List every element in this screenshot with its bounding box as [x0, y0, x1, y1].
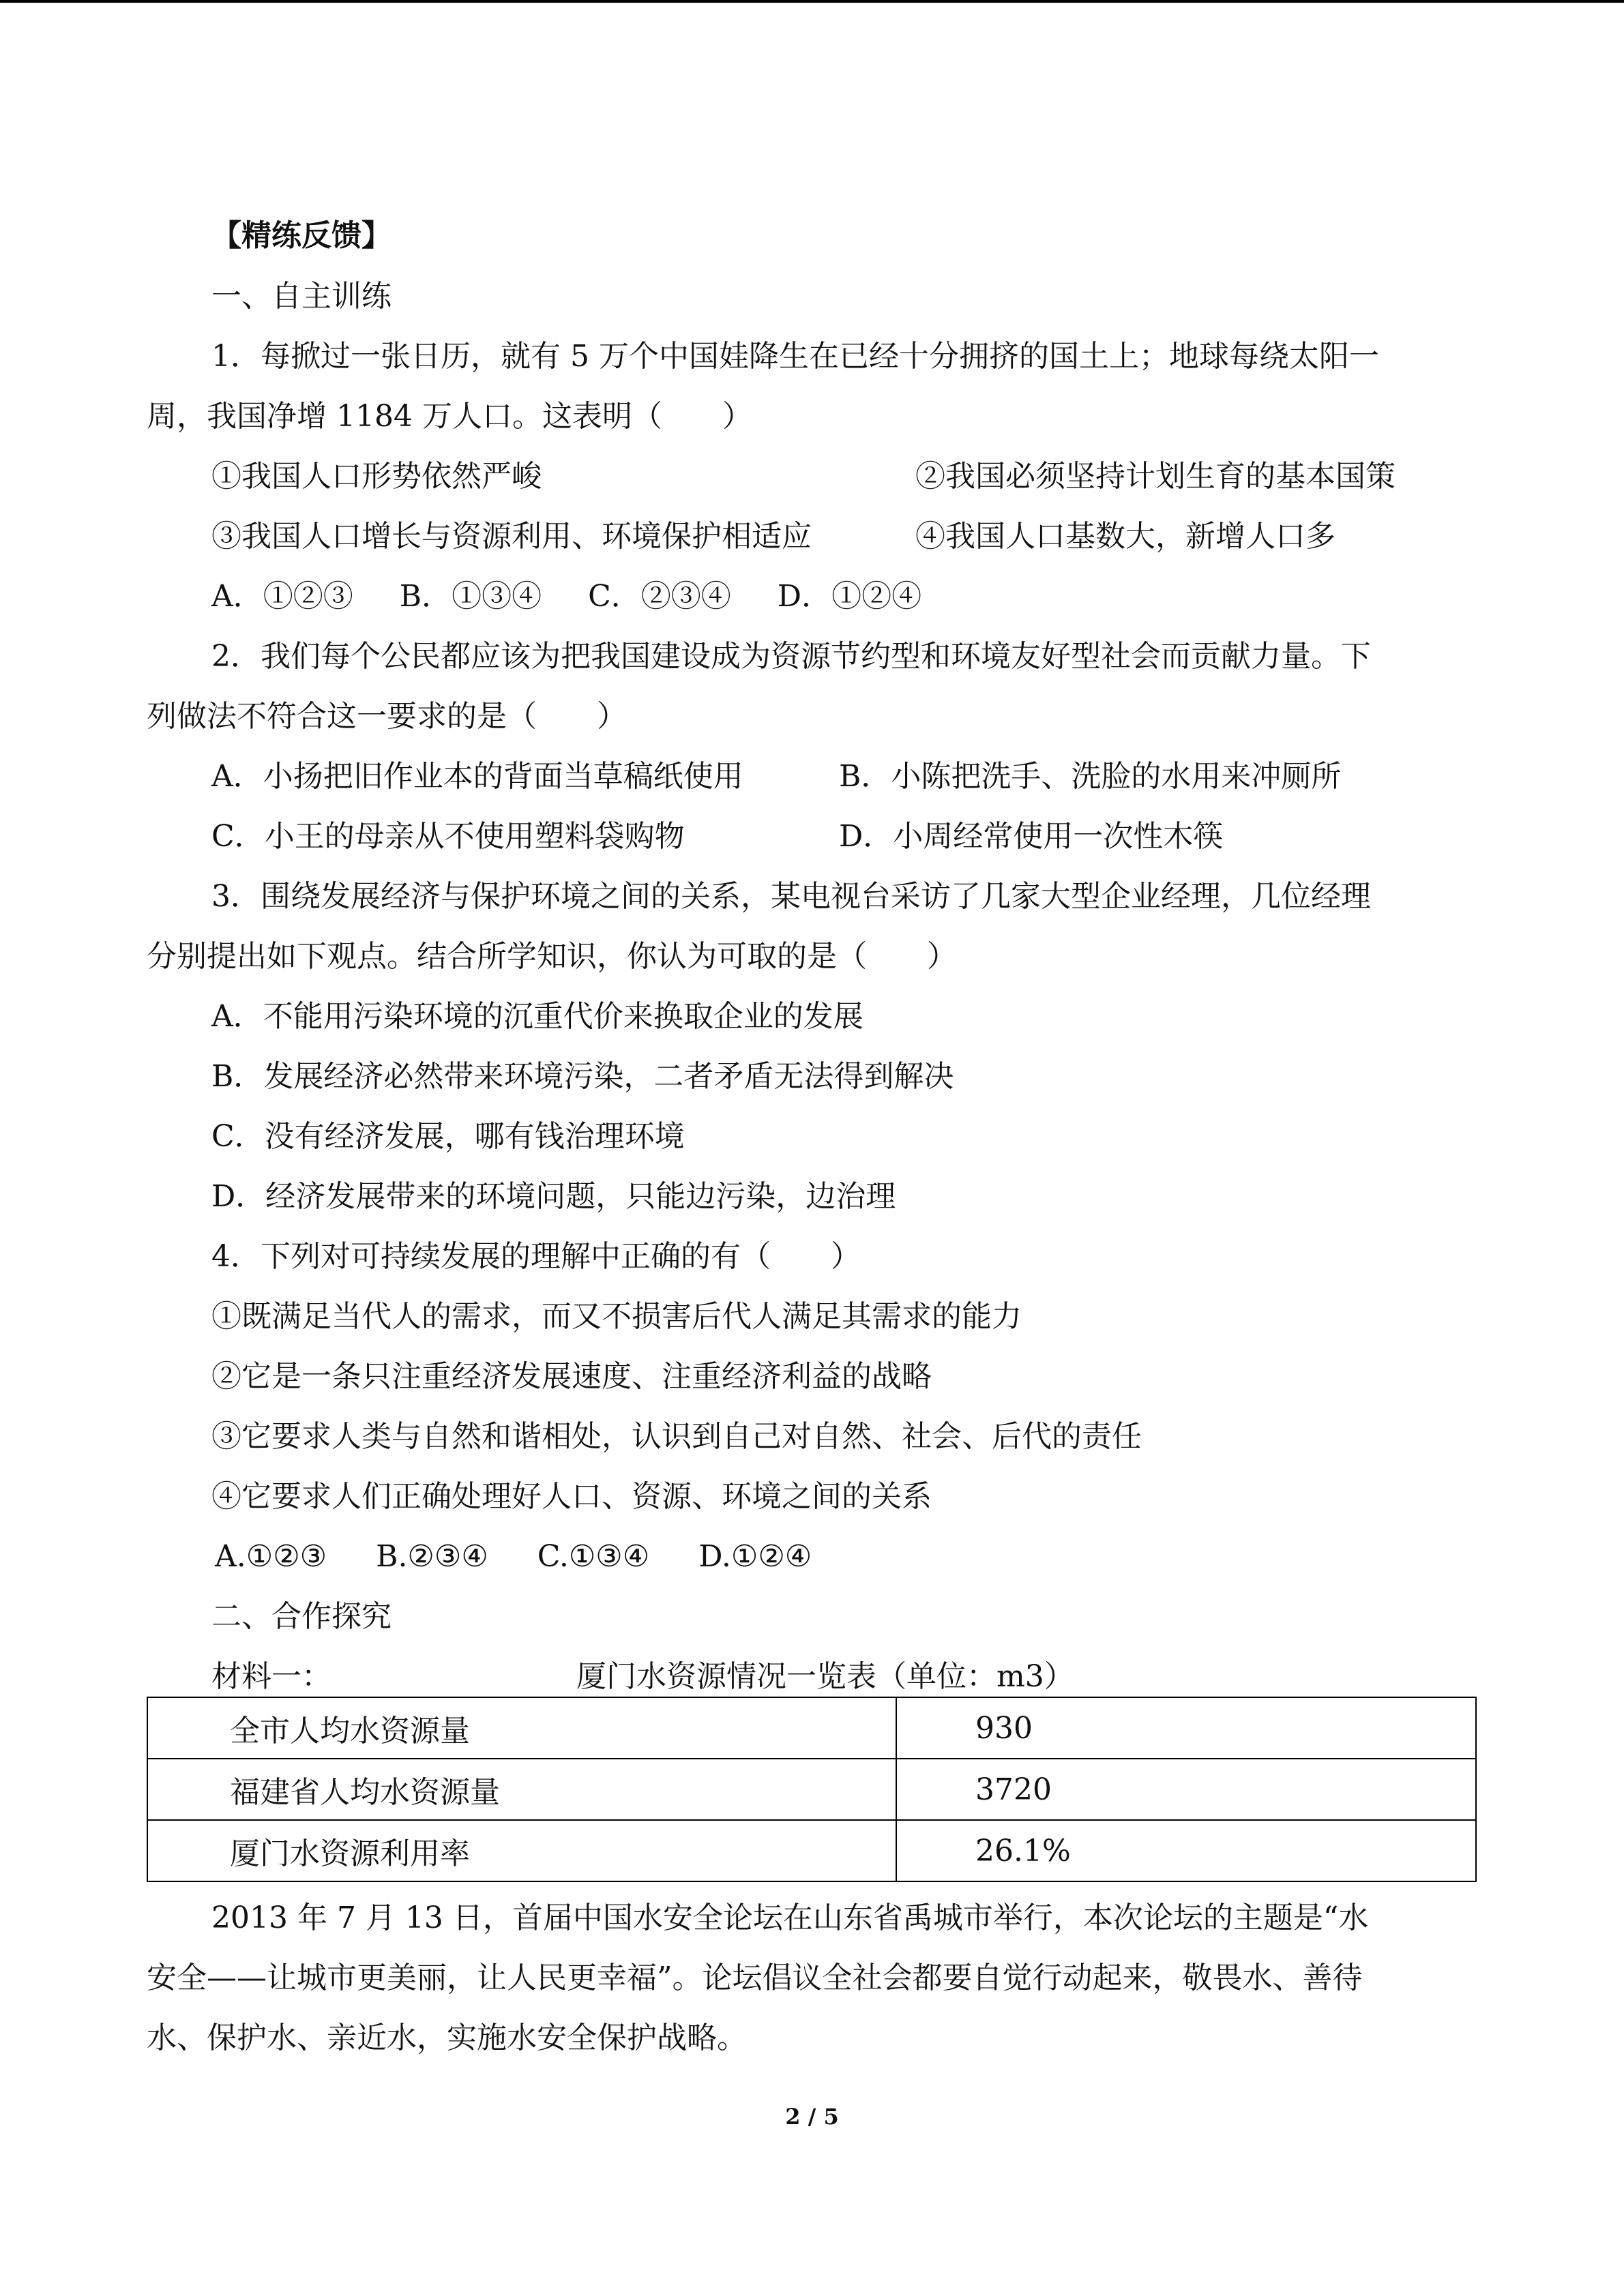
part-one-title: 一、自主训练	[211, 279, 392, 314]
q4-options	[215, 1536, 861, 1577]
page-number: 2 / 5	[785, 2104, 839, 2130]
q1-item-2: ②我国必须坚持计划生育的基本国策	[915, 459, 1396, 494]
q1-stem-line2: 周，我国净增 1184 万人口。这表明（ ）	[147, 399, 752, 434]
q3-stem-line1: 3．围绕发展经济与保护环境之间的关系，某电视台采访了几家大型企业经理，几位经理	[211, 879, 1371, 914]
table-row	[147, 1820, 1476, 1881]
q1-item-4: ④我国人口基数大，新增人口多	[915, 519, 1335, 554]
material-paragraph-line3: 水、保护水、亲近水，实施水安全保护战略。	[147, 2021, 747, 2055]
table-cell-name: 全市人均水资源量	[147, 1697, 896, 1759]
table-cell-name: 厦门水资源利用率	[147, 1820, 896, 1881]
q1-stem-line1: 1．每掀过一张日历，就有 5 万个中国娃降生在已经十分拥挤的国土上；地球每绕太阳一	[211, 339, 1379, 374]
q1-item-1: ①我国人口形势依然严峻	[211, 459, 542, 494]
q1-item-3: ③我国人口增长与资源利用、环境保护相适应	[211, 519, 812, 554]
table-cell-value: 930	[896, 1697, 1476, 1759]
table-row	[147, 1697, 1476, 1759]
q4-item-2: ②它是一条只注重经济发展速度、注重经济利益的战略	[211, 1359, 932, 1394]
q4-option-d: D.①②④	[698, 1539, 812, 1574]
part-two-title: 二、合作探究	[211, 1599, 392, 1634]
q3-option-d: D．经济发展带来的环境问题，只能边污染，边治理	[211, 1179, 896, 1214]
q4-item-4: ④它要求人们正确处理好人口、资源、环境之间的关系	[211, 1479, 932, 1514]
q4-option-a: A.①②③	[215, 1539, 327, 1574]
section-title: 【精练反馈】	[211, 218, 392, 253]
q3-stem-line2: 分别提出如下观点。结合所学知识，你认为可取的是（ ）	[147, 939, 957, 974]
q4-item-3: ③它要求人类与自然和谐相处，认识到自己对自然、社会、后代的责任	[211, 1419, 1142, 1454]
material-paragraph-line2: 安全——让城市更美丽，让人民更幸福”。论坛倡议全社会都要自觉行动起来，敬畏水、善待	[147, 1960, 1363, 1995]
q1-options	[211, 576, 968, 617]
table-cell-value: 26.1%	[896, 1820, 1476, 1881]
material-paragraph-line1: 2013 年 7 月 13 日，首届中国水安全论坛在山东省禹城市举行，本次论坛的主题是“水	[211, 1900, 1369, 1935]
q2-option-b: B．小陈把洗手、洗脸的水用来冲厕所	[839, 759, 1342, 794]
q3-option-b: B．发展经济必然带来环境污染，二者矛盾无法得到解决	[211, 1059, 954, 1094]
table-cell-name: 福建省人均水资源量	[147, 1759, 896, 1820]
q4-option-b: B.②③④	[376, 1539, 488, 1574]
q1-option-a: A．①②③	[211, 579, 353, 614]
q4-option-c: C.①③④	[537, 1539, 650, 1574]
table-title: 厦门水资源情况一览表（单位：m3）	[576, 1659, 1074, 1694]
q1-option-d: D．①②④	[777, 579, 922, 614]
q3-option-a: A．不能用污染环境的沉重代价来换取企业的发展	[211, 999, 863, 1034]
table-row	[147, 1759, 1476, 1820]
water-resource-table	[147, 1697, 1477, 1882]
q1-option-b: B．①③④	[399, 579, 542, 614]
table-cell-value: 3720	[896, 1759, 1476, 1820]
q1-option-c: C．②③④	[588, 579, 731, 614]
q2-option-c: C．小王的母亲从不使用塑料袋购物	[211, 819, 685, 854]
q2-stem-line1: 2．我们每个公民都应该为把我国建设成为资源节约型和环境友好型社会而贡献力量。下	[211, 639, 1371, 674]
q2-option-d: D．小周经常使用一次性木筷	[839, 819, 1224, 854]
q4-item-1: ①既满足当代人的需求，而又不损害后代人满足其需求的能力	[211, 1299, 1022, 1334]
q3-option-c: C．没有经济发展，哪有钱治理环境	[211, 1119, 685, 1154]
q4-stem: 4．下列对可持续发展的理解中正确的有（ ）	[211, 1239, 861, 1274]
material-label: 材料一：	[211, 1659, 331, 1694]
q2-option-a: A．小扬把旧作业本的背面当草稿纸使用	[211, 759, 743, 794]
q2-stem-line2: 列做法不符合这一要求的是（ ）	[147, 699, 627, 734]
